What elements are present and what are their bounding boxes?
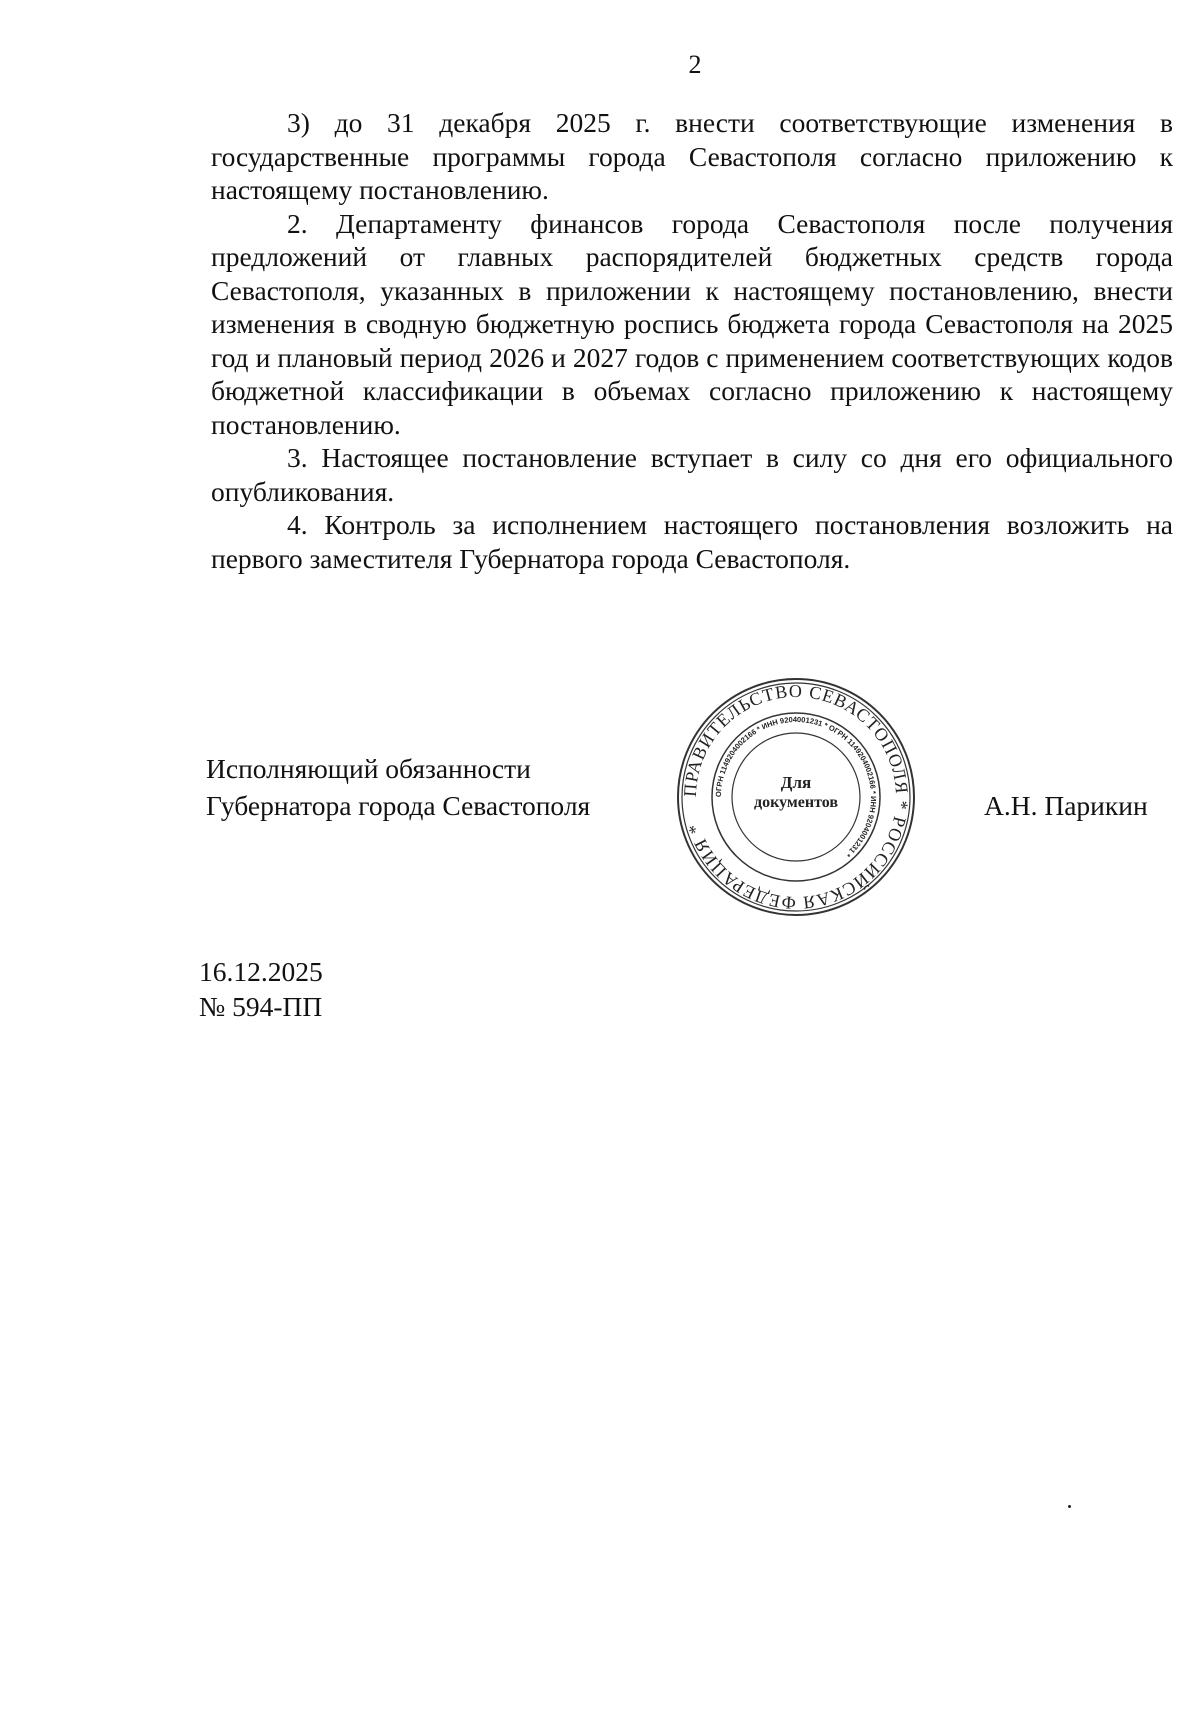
seal-center-line-1: Для: [780, 773, 812, 792]
paragraph-4: 4. Контроль за исполнением настоящего постановления возложить на первого заместителя Губернатора города Севастополя.: [211, 509, 1173, 574]
document-number: № 594-ПП: [199, 991, 323, 1022]
official-seal: [675, 676, 917, 918]
seal-outer-text: ПРАВИТЕЛЬСТВО СЕВАСТОПОЛЯ * РОССИЙСКАЯ ФЕДЕРАЦИЯ *: [679, 680, 913, 914]
paragraph-3: 3. Настоящее постановление вступает в силу со дня его официального опубликования.: [211, 442, 1173, 507]
paragraph-2: 2. Департаменту финансов города Севастополя после получения предложений от главных распорядителей бюджетных средств города Севастополя, указанных в приложении к настоящему постановлению, внести изменения в сводную бюджетную роспись бюджета города Севастополя на 2025 год и плановый период 2026 и 2027 годов с применением соответствующих кодов бюджетной классификации в объемах согласно приложению к настоящему постановлению.: [211, 207, 1173, 440]
page-number: 2: [688, 50, 702, 79]
signatory-title: [206, 750, 590, 824]
document-date: 16.12.2025: [199, 956, 323, 987]
paragraph-item-3: 3) до 31 декабря 2025 г. внести соответствующие изменения в государственные программы города Севастополя согласно приложению к настоящему постановлению.: [211, 107, 1173, 205]
signatory-name: А.Н. Парикин: [984, 790, 1148, 821]
signatory-title-line-2: Губернатора города Севастополя: [206, 790, 591, 821]
document-meta: [199, 954, 323, 1024]
signatory-title-line-1: Исполняющий обязанности: [206, 753, 531, 784]
document-body: [211, 106, 1173, 575]
scan-speck: [1068, 1505, 1071, 1508]
seal-center-line-2: документов: [754, 794, 838, 811]
seal-inner-text: ОГРН 1149204002166 * ИНН 9204001231 * ОГРН 1149204002166 * ИНН 9204001231 *: [713, 714, 879, 859]
